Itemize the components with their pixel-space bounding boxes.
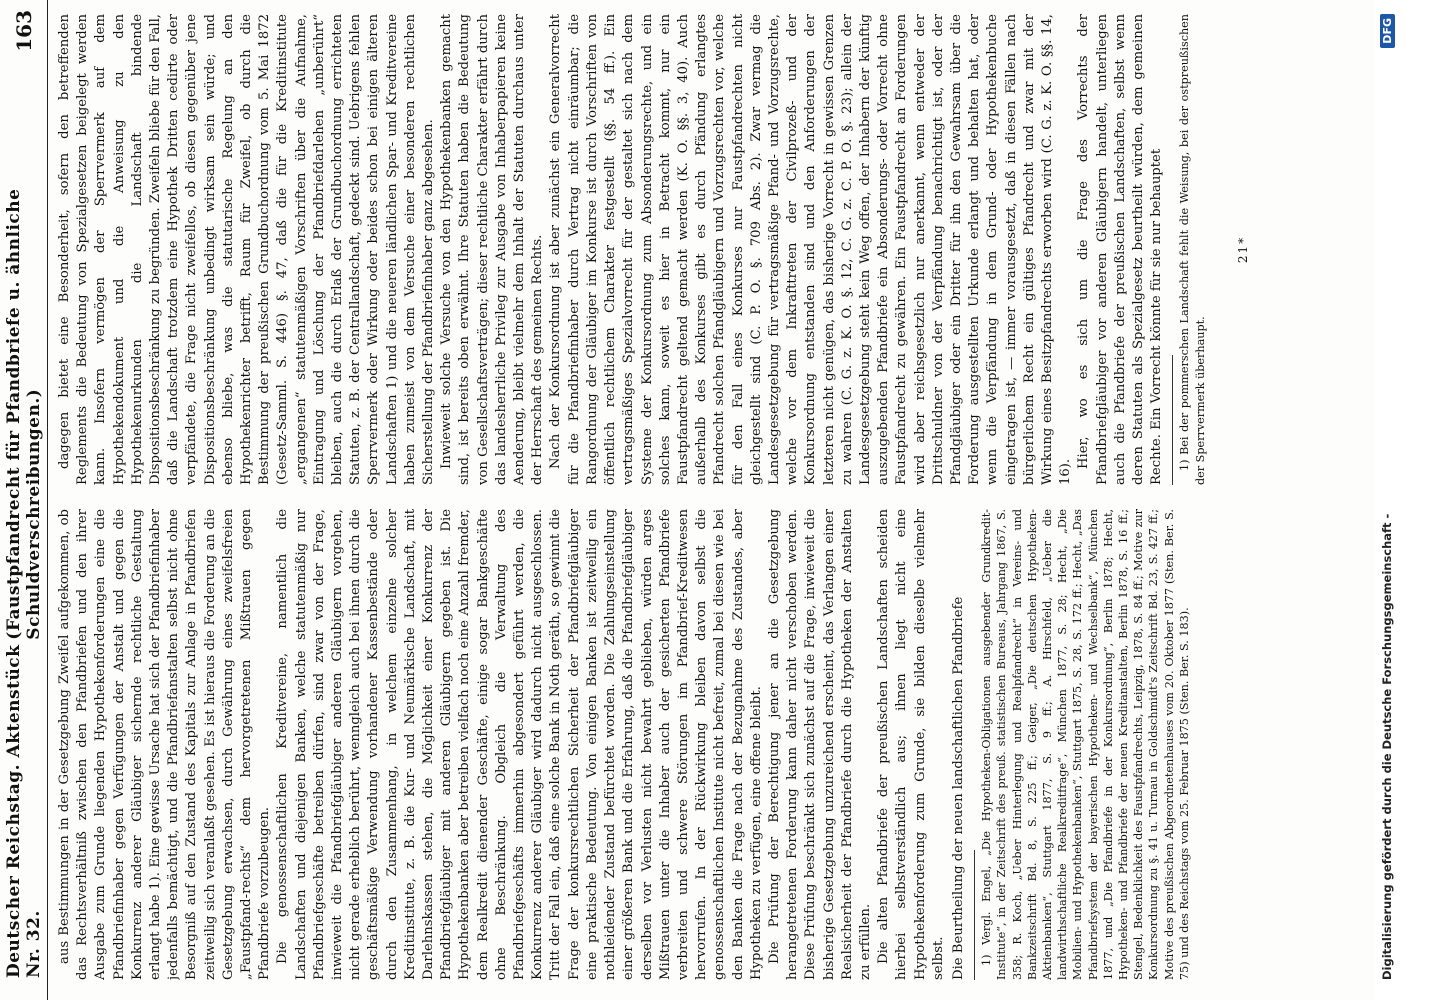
header-document-subject: (Faustpfandrecht für Pfandbriefe u. ähnliche Schuldverschreibungen.) xyxy=(3,188,44,640)
left-paragraph: Die alten Pfandbriefe der preußischen Landschaften scheiden hierbei selbstverständlich aus; ihnen liegt nicht eine Hypothekenforderung zum Grunde, sie bilden dieselbe vielmehr selbst. xyxy=(876,509,946,980)
left-footnotes xyxy=(979,509,1192,980)
footnote: 1) Bei der pommerschen Landschaft fehlt die Weisung, bei der ostpreußischen der Sperrvermerk überhaupt. xyxy=(1178,14,1207,485)
dfg-credit-text: Digitalisierung gefördert durch die Deutsche Forschungsgemeinschaft - xyxy=(1380,513,1394,980)
page-header xyxy=(0,0,48,1000)
dfg-logo-icon: DFG xyxy=(1380,14,1395,48)
section-heading: Die Beurtheilung der neuen landschaftlichen Pfandbriefe xyxy=(950,596,966,980)
left-column xyxy=(56,509,1276,980)
page-number: 163 xyxy=(11,10,36,52)
right-paragraph: Hier, wo es sich um die Frage des Vorrechts der Pfandbriefgläubiger vor anderen Gläubigern handelt, unterliegen auch die Pfandbriefe der preußischen Landschaften, selbst wenn deren Statuten als Spezialgesetz beurtheilt würden, dem gemeinen Rechte. Ein Vorrecht könnte für sie nur behauptet xyxy=(1076,14,1165,485)
right-column xyxy=(56,14,1276,485)
header-reichstag-title: Deutscher Reichstag. Aktenstück Nr. 32. xyxy=(3,644,44,978)
left-paragraph: aus Bestimmungen in der Gesetzgebung Zweifel aufgekommen, ob das Rechtsverhältniß zwischen den Pfandbriefen und den ihrer Ausgabe zum Grunde liegenden Hypothekenforderungen eine die Pfandbriefinhaber gegen Verfügungen der Anstalt und gegen die Konkurrenz anderer Gläubiger sichernde rechtliche Gestaltung erlangt habe 1). Eine gewisse Ursache hat sich der Pfandbriefinhaber jedenfalls bemächtigt, und die Pfandbriefanstalten selbst nicht ohne Besorgniß auf den Zustand des Kapitals zur Anlage in Pfandbriefen zeitweilig sich veranlaßt gesehen. Es ist hieraus die Forderung an die Gesetzgebung erwachsen, durch Gewährung eines zweifelsfreien „Faustpfand-rechts“ dem hervorgetretenen Mißtrauen gegen Pfandbriefe vorzubeugen. xyxy=(57,509,273,980)
right-paragraph: Nach der Konkursordnung ist aber zunächst ein Generalvorrecht für die Pfandbriefinhaber durch Vertrag nicht einräumbar; die Rangordnung der Gläubiger im Konkurse ist durch Vorschriften von öffentlich rechtlichem Charakter festgestellt (§§. 54 ff.). Ein vertragsmäßiges Spezialvorrecht für der gestaltet sich nach dem Systeme der Konkursordnung zum Absonderungsrechte, und ein solches kann, soweit es hier in Betracht kommt, nur ein Faustpfandrecht geltend gemacht werden (K. O. §§. 3, 40). Auch außerhalb des Konkurses gibt es durch Pfändung erlangtes Pfandrecht solchen Pfandgläubigern und Vorzugsrechten vor, welche für den Fall eines Konkurses nur Faustpfandrechten nicht gleichgestellt sind (C. P. O. §. 709 Abs. 2). Zwar vermag die Landesgesetzgebung für vertragsmäßige Pfand- und Vorzugsrechte, welche vor dem Inkrafttreten der Civilprozeß- und der Konkursordnung entstanden sind und den Anforderungen der letzteren nicht genügen, das bisherige Vorrecht in gewissen Grenzen zu wahren (C. G. z. K. O. §. 12, C. G. z. C. P. O. §. 23); allein der Landesgesetzgebung steht kein Weg offen, der Inhabern der künftig auszugebenden Pfandbriefe ein Absonderungs- oder Vorrecht ohne Faustpfandrecht zu gewähren. Ein Faustpfandrecht an Forderungen wird aber reichsgesetzlich nur anerkannt, wenn entweder der Drittschuldner von der Verpfändung benachrichtigt ist, oder der Pfandgläubiger oder ein Dritter für ihn den Gewahrsam über die Forderung ausgestellten Urkunde erlangt und behalten hat, oder wenn die Verpfändung in dem Grund- oder Hypothekenbuche eingetragen ist, — immer vorausgesetzt, daß in diesen Fällen nach bürgerlichem Recht ein gültiges Pfandrecht und zwar mit der Wirkung eines Besitzpfandrechts erworben wird (C. G. z. K. O. §§. 14, 16). xyxy=(548,14,1074,485)
right-paragraph: dagegen bietet eine Besonderheit, sofern den betreffenden Reglements die Bedeutung von Spezialgesetzen beigelegt werden kann. Insofern vermögen der Sperrvermerk auf dem Hypothekendokument und die Anweisung zu den Hypothekenurkunden die Landschaft bindende Dispositionsbeschränkung zu begründen. Zweifeln bliebe für den Fall, daß die Landschaft trotzdem eine Hypothek Dritten cedirte oder verpfändete, die Frage nicht zweifellos, ob diesen gegenüber jene Dispositionsbeschränkung unbedingt wirksam sein würde; und ebenso bliebe, was die statutarische Regelung an den Hypothekenrichter betrifft, Raum für Zweifel, ob durch die Bestimmung der preußischen Grundbuchordnung vom 5. Mai 1872 (Gesetz-Samml. S. 446) §. 47, daß die für die Kreditinstitute „ergangenen“ statutenmäßigen Vorschriften über die Aufnahme, Eintragung und Löschung der Pfandbriefdarlehen „unberührt“ bleiben, auch die durch Erlaß der Grundbuchordnung errichteten Statuten, z. B. der Centrallandschaft, gedeckt sind. Uebrigens fehlen Sperrvermerk oder Wirkung oder beides schon bei einigen älteren Landschaften 1) und die neueren ländlichen Spar- und Kreditvereine haben zumeist von dem Versuche einer besonderen rechtlichen Sicherstellung der Pfandbriefinhaber ganz abgesehen. xyxy=(57,14,437,485)
digitization-credit xyxy=(1374,0,1400,1000)
left-paragraph: Die Prüfung der Berechtigung jener an die Gesetzgebung herangetretenen Forderung kann daher nicht verschoben werden. Diese Prüfung beschränkt sich zunächst auf die Frage, inwieweit die bisherige Gesetzgebung unzureichend erscheint, das Verlangen einer Realsicherheit der Pfandbriefe durch die Hypotheken der Anstalten zu erfüllen. xyxy=(766,509,873,980)
footnote-divider xyxy=(1172,355,1173,485)
footnote: 1) Vergl. Engel, „Die Hypotheken-Obligationen ausgebender Grundkredit-Institute“, in der Zeitschrift des preuß. statistischen Bureaus, Jahrgang 1867, S. 358; R. Koch, „Ueber Hinterlegung und Realpfandrecht“ in Vereins- und Bankzeitschrift Bd. 8, S. 225 ff.; Geiger, „Die deutschen Hypotheken-Aktienbanken“, Stuttgart 1877, S. 9 ff.; A. Hirschfeld, „Ueber die landwirthschaftliche Realkreditfrage“, München 1877, S. 28; Hecht, „Die Mobilien- und Hypothekenbanken“, Stuttgart 1875, S. 28, S. 172 ff.; Hecht, „Das Pfandbriefsystem der bayerischen Hypotheken- und Wechselbank“, München 1877, und „Die Pfandbriefe in der Konkursordnung“, Berlin 1878; Hecht, Hypotheken- und Pfandbriefe der neuen Kreditanstalten, Berlin 1878, S. 16 ff.; Stengel, Bedenklichkeit des Faustpfandrechts, Leipzig, 1878, S. 84 ff.; Motive zur Konkursordnung zu §. 41 u. Turnau in Goldschmidt's Zeitschrift Bd. 23, S. 427 ff.; Motive des preußischen Abgeordnetenhauses vom 20. Oktober 1877 (Sten. Ber. S. 75) und des Reichstags vom 25. Februar 1875 (Sten. Ber. S. 183). xyxy=(980,509,1191,980)
text-columns xyxy=(56,0,1276,1000)
sheet-signature: 21* xyxy=(1235,235,1250,264)
right-paragraph: Inwieweit solche Versuche von den Hypothekenbanken gemacht sind, ist bereits oben erwähnt. Ihre Statuten haben die Bedeutung von Gesellschaftsverträgen; dieser rechtliche Charakter erfährt durch das landesherrliche Privileg zur Ausgabe von Inhaberpapieren keine Aenderung, bleibt vielmehr dem Inhalt der Statuten durchaus unter der Herrschaft des gemeinen Rechts. xyxy=(439,14,546,485)
left-paragraph: Die genossenschaftlichen Kreditvereine, namentlich die Landschaften und diejenigen Banken, welche statutenmäßig nur Pfandbriefgeschäfte betreiben dürfen, sind zwar von der Frage, inwieweit die Pfandbriefgläubiger anderen Gläubigern vorgehen, nicht gerade erheblich berührt, wenngleich auch bei ihnen durch die geschäftsmäßige Verwendung vorhandener Kassenbestände oder durch den Zusammenhang, in welchem einzelne solcher Kreditinstitute, z. B. die Kur- und Neumärkische Landschaft, mit Darlehnskassen stehen, die Möglichkeit einer Konkurrenz der Pfandbriefgläubiger mit anderen Gläubigern gegeben ist. Die Hypothekenbanken aber betreiben vielfach noch eine Anzahl fremder, dem Realkredit dienender Geschäfte, einige sogar Bankgeschäfte ohne Beschränkung. Obgleich die Verwaltung des Pfandbriefgeschäfts immerhin abgesondert geführt werden, die Konkurrenz anderer Gläubiger wird dadurch nicht ausgeschlossen. Tritt der Fall ein, daß eine solche Bank in Noth geräth, so gewinnt die Frage der konkursrechtlichen Sicherheit der Pfandbriefgläubiger eine praktische Bedeutung. Von einigen Banken ist zeitweilig ein nothleidender Zustand befürchtet worden. Die Zahlungseinstellung einer größeren Bank und die Erfahrung, daß die Pfandbriefgläubiger derselben vor Verlusten nicht bewahrt geblieben, würden arges Mißtrauen unter die Inhaber auch der gesicherten Pfandbriefe verbreiten und schwere Störungen im Pfandbrief-Kreditwesen hervorrufen. In der Rückwirkung bleiben davon selbst die genossenschaftlichen Institute nicht befreit, zumal bei diesen wie bei den Banken die Frage nach der Bezugnahme des Zustandes, aber Hypotheken zu verfügen, eine offene bleibt. xyxy=(275,509,764,980)
footnote-divider xyxy=(974,850,975,980)
right-footnotes xyxy=(1177,14,1207,485)
